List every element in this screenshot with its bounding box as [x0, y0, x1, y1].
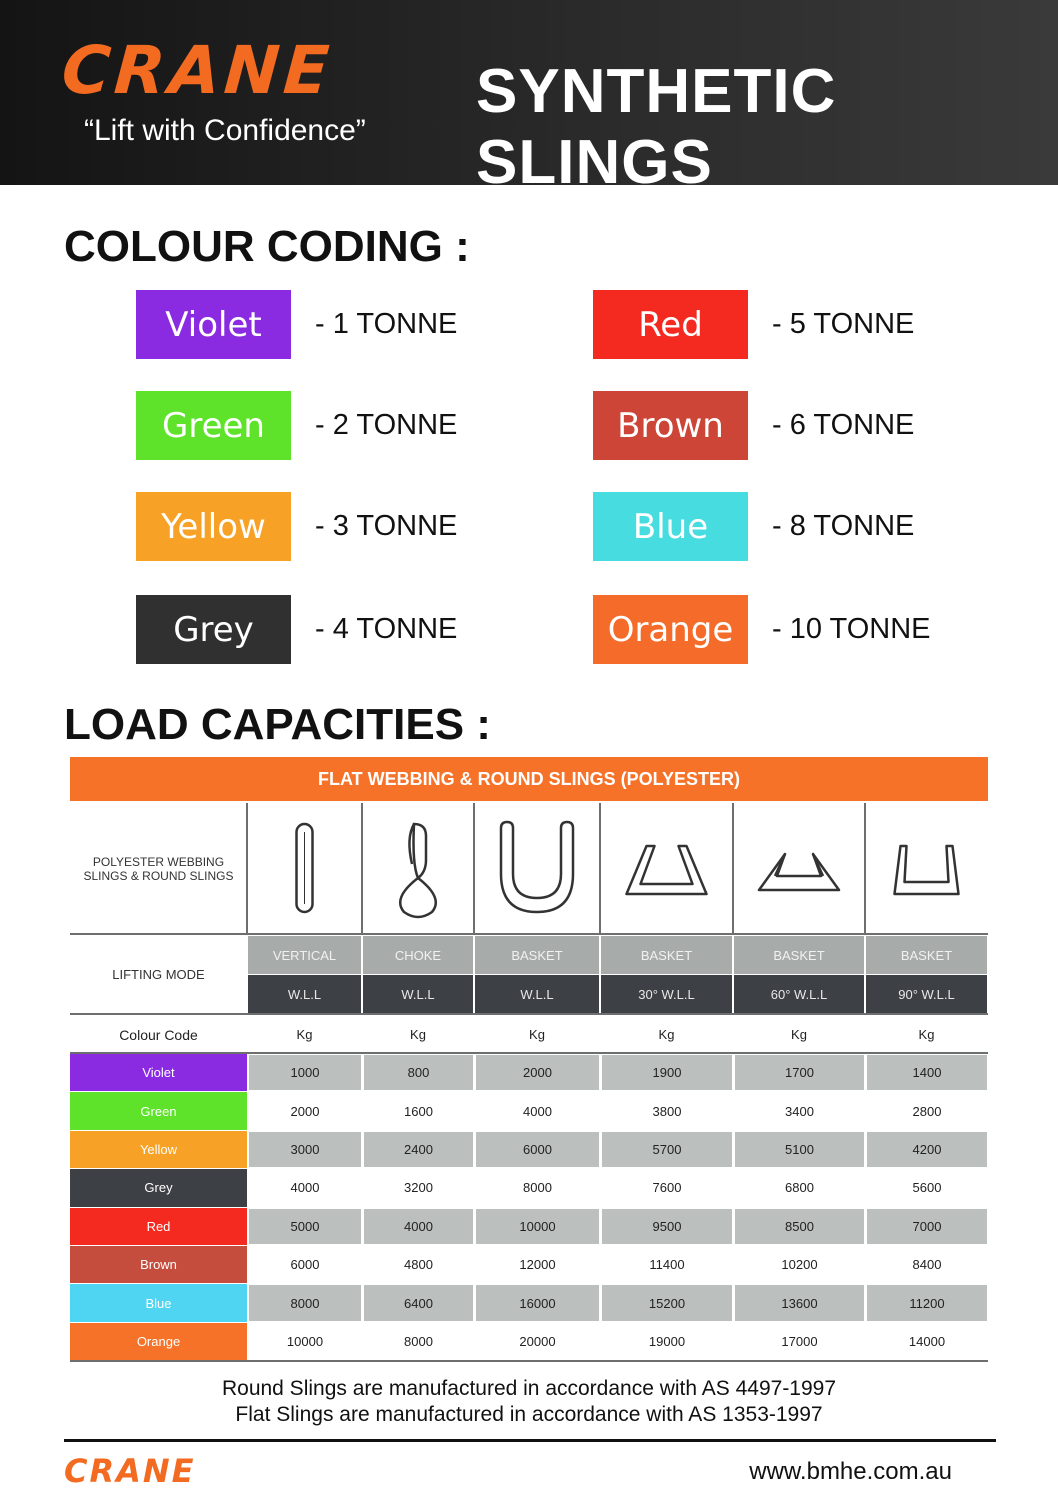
table-cell: 2800: [867, 1093, 987, 1128]
unit-label-5: Kg: [791, 1027, 807, 1042]
choke-sling-icon: [362, 803, 474, 934]
basket-30-sling-icon: [600, 803, 733, 934]
table-cell: 3400: [735, 1093, 864, 1128]
lifting-mode-4: BASKET: [601, 936, 732, 974]
lifting-mode-label: LIFTING MODE: [112, 967, 205, 982]
wll-label-3: W.L.L: [475, 975, 599, 1013]
unit-label-2: Kg: [410, 1027, 426, 1042]
unit-label-3: Kg: [529, 1027, 545, 1042]
table-cell: 6000: [476, 1132, 599, 1167]
table-cell: 6000: [249, 1247, 361, 1282]
table-cell: 6400: [364, 1285, 473, 1320]
crane-logo: CRANE: [59, 32, 336, 109]
tagline: “Lift with Confidence”: [84, 114, 366, 147]
table-cell: 15200: [602, 1285, 732, 1320]
table-cell: 11400: [602, 1247, 732, 1282]
basket-sling-icon: [474, 803, 600, 934]
colour-swatch-red: Red: [593, 290, 748, 359]
wll-label-6: 90° W.L.L: [866, 975, 987, 1013]
page-title: SYNTHETIC SLINGS: [476, 57, 837, 197]
table-cell: 3800: [602, 1093, 732, 1128]
colour-swatch-violet: Violet: [136, 290, 291, 359]
table-cell: 6800: [735, 1170, 864, 1205]
table-cell: 2000: [249, 1093, 361, 1128]
footer-crane-logo: CRANE: [64, 1452, 196, 1490]
table-cell: 8000: [249, 1285, 361, 1320]
wll-label-2: W.L.L: [363, 975, 473, 1013]
colour-swatch-grey: Grey: [136, 595, 291, 664]
table-cell: 4800: [364, 1247, 473, 1282]
table-cell: 14000: [867, 1324, 987, 1359]
lifting-mode-6: BASKET: [866, 936, 987, 974]
colour-swatch-blue: Blue: [593, 492, 748, 561]
round-slings-standard-note: Round Slings are manufactured in accordance with AS 4497-1997: [221, 1377, 837, 1400]
wll-label-4: 30° W.L.L: [601, 975, 732, 1013]
table-column-divider: [864, 803, 866, 933]
colour-cell-red: Red: [70, 1208, 247, 1245]
table-column-divider: [732, 803, 734, 933]
table-cell: 8500: [735, 1209, 864, 1244]
table-cell: 20000: [476, 1324, 599, 1359]
vertical-sling-icon: [247, 803, 362, 934]
table-cell: 800: [364, 1055, 473, 1090]
colour-swatch-brown: Brown: [593, 391, 748, 460]
colour-cell-brown: Brown: [70, 1246, 247, 1283]
website-link[interactable]: www.bmhe.com.au: [749, 1458, 952, 1485]
colour-coding-title: COLOUR CODING :: [64, 222, 470, 271]
table-cell: 8400: [867, 1247, 987, 1282]
table-column-divider: [361, 803, 363, 933]
colour-swatch-yellow: Yellow: [136, 492, 291, 561]
tonnage-label-green: - 2 TONNE: [315, 409, 458, 441]
table-cell: 4000: [476, 1093, 599, 1128]
tonnage-label-blue: - 8 TONNE: [772, 510, 915, 542]
lifting-mode-1: VERTICAL: [248, 936, 361, 974]
basket-90-sling-icon: [865, 803, 988, 934]
sling-type-label: POLYESTER WEBBING SLINGS & ROUND SLINGS: [83, 854, 234, 883]
tonnage-label-violet: - 1 TONNE: [315, 308, 458, 340]
tonnage-label-grey: - 4 TONNE: [315, 613, 458, 645]
table-cell: 4000: [249, 1170, 361, 1205]
tonnage-label-red: - 5 TONNE: [772, 308, 915, 340]
table-column-divider: [473, 803, 475, 933]
table-column-divider: [246, 803, 248, 933]
table-cell: 2000: [476, 1055, 599, 1090]
table-cell: 11200: [867, 1285, 987, 1320]
table-cell: 3200: [364, 1170, 473, 1205]
table-cell: 4200: [867, 1132, 987, 1167]
basket-60-sling-icon: [733, 803, 865, 934]
colour-cell-yellow: Yellow: [70, 1131, 247, 1168]
colour-cell-orange: Orange: [70, 1323, 247, 1360]
table-divider: [70, 1013, 988, 1015]
table-cell: 1000: [249, 1055, 361, 1090]
table-title: FLAT WEBBING & ROUND SLINGS (POLYESTER): [70, 757, 988, 801]
table-cell: 10000: [249, 1324, 361, 1359]
table-cell: 1400: [867, 1055, 987, 1090]
table-cell: 8000: [476, 1170, 599, 1205]
table-cell: 17000: [735, 1324, 864, 1359]
table-column-divider: [599, 803, 601, 933]
table-cell: 16000: [476, 1285, 599, 1320]
colour-code-label: Colour Code: [119, 1026, 198, 1043]
wll-label-1: W.L.L: [248, 975, 361, 1013]
table-divider: [70, 933, 988, 935]
table-cell: 10200: [735, 1247, 864, 1282]
flat-slings-standard-note: Flat Slings are manufactured in accordance with AS 1353-1997: [235, 1403, 823, 1426]
load-capacity-table: [70, 757, 988, 1363]
table-cell: 5600: [867, 1170, 987, 1205]
table-cell: 2400: [364, 1132, 473, 1167]
wll-label-5: 60° W.L.L: [734, 975, 864, 1013]
table-cell: 7000: [867, 1209, 987, 1244]
table-cell: 9500: [602, 1209, 732, 1244]
colour-cell-green: Green: [70, 1092, 247, 1129]
table-cell: 12000: [476, 1247, 599, 1282]
tonnage-label-orange: - 10 TONNE: [772, 613, 931, 645]
unit-label-6: Kg: [918, 1027, 935, 1042]
table-cell: 3000: [249, 1132, 361, 1167]
load-capacities-title: LOAD CAPACITIES :: [64, 700, 491, 749]
colour-cell-violet: Violet: [70, 1054, 247, 1091]
colour-cell-grey: Grey: [70, 1169, 247, 1206]
table-cell: 1700: [735, 1055, 864, 1090]
table-divider: [70, 1052, 988, 1054]
colour-swatch-green: Green: [136, 391, 291, 460]
table-cell: 10000: [476, 1209, 599, 1244]
table-divider: [70, 1360, 988, 1362]
footer-divider: [64, 1439, 996, 1442]
table-cell: 7600: [602, 1170, 732, 1205]
colour-swatch-orange: Orange: [593, 595, 748, 664]
unit-label-4: Kg: [658, 1027, 675, 1042]
table-cell: 5000: [249, 1209, 361, 1244]
page-header: [0, 0, 1058, 197]
table-cell: 8000: [364, 1324, 473, 1359]
lifting-mode-2: CHOKE: [363, 936, 473, 974]
table-cell: 13600: [735, 1285, 864, 1320]
lifting-mode-3: BASKET: [475, 936, 599, 974]
table-cell: 4000: [364, 1209, 473, 1244]
tonnage-label-yellow: - 3 TONNE: [315, 510, 458, 542]
lifting-mode-5: BASKET: [734, 936, 864, 974]
colour-cell-blue: Blue: [70, 1284, 247, 1321]
tonnage-label-brown: - 6 TONNE: [772, 409, 915, 441]
table-cell: 19000: [602, 1324, 732, 1359]
table-cell: 1900: [602, 1055, 732, 1090]
table-cell: 5100: [735, 1132, 864, 1167]
unit-label-1: Kg: [296, 1027, 313, 1042]
table-cell: 1600: [364, 1093, 473, 1128]
table-cell: 5700: [602, 1132, 732, 1167]
